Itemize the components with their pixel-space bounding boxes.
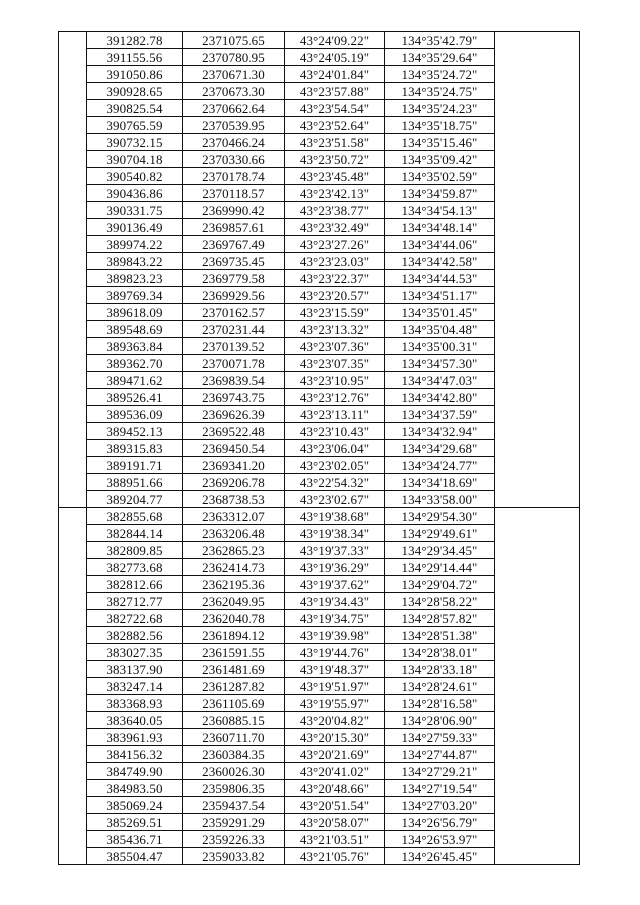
longitude-cell: 134°35'42.79" — [385, 32, 495, 49]
y-coordinate-cell: 2362414.73 — [183, 559, 285, 576]
y-coordinate-cell: 2370539.95 — [183, 117, 285, 134]
latitude-cell: 43°20'15.30" — [285, 729, 385, 746]
longitude-cell: 134°29'14.44" — [385, 559, 495, 576]
latitude-cell: 43°23'42.13" — [285, 185, 385, 202]
latitude-cell: 43°23'13.11" — [285, 406, 385, 423]
y-coordinate-cell: 2369767.49 — [183, 236, 285, 253]
x-coordinate-cell: 389362.70 — [87, 355, 183, 372]
x-coordinate-cell: 383027.35 — [87, 644, 183, 661]
y-coordinate-cell: 2369341.20 — [183, 457, 285, 474]
y-coordinate-cell: 2370662.64 — [183, 100, 285, 117]
latitude-cell: 43°23'02.05" — [285, 457, 385, 474]
longitude-cell: 134°26'56.79" — [385, 814, 495, 831]
x-coordinate-cell: 390825.54 — [87, 100, 183, 117]
y-coordinate-cell: 2370139.52 — [183, 338, 285, 355]
longitude-cell: 134°34'44.06" — [385, 236, 495, 253]
x-coordinate-cell: 389769.34 — [87, 287, 183, 304]
y-coordinate-cell: 2370671.30 — [183, 66, 285, 83]
group-left-cell — [59, 508, 87, 865]
latitude-cell: 43°19'34.75" — [285, 610, 385, 627]
x-coordinate-cell: 390765.59 — [87, 117, 183, 134]
y-coordinate-cell: 2370780.95 — [183, 49, 285, 66]
latitude-cell: 43°19'36.29" — [285, 559, 385, 576]
longitude-cell: 134°28'51.38" — [385, 627, 495, 644]
x-coordinate-cell: 389618.09 — [87, 304, 183, 321]
x-coordinate-cell: 389363.84 — [87, 338, 183, 355]
longitude-cell: 134°34'44.53" — [385, 270, 495, 287]
y-coordinate-cell: 2369735.45 — [183, 253, 285, 270]
x-coordinate-cell: 382773.68 — [87, 559, 183, 576]
latitude-cell: 43°23'23.03" — [285, 253, 385, 270]
longitude-cell: 134°28'24.61" — [385, 678, 495, 695]
y-coordinate-cell: 2369450.54 — [183, 440, 285, 457]
longitude-cell: 134°34'57.30" — [385, 355, 495, 372]
y-coordinate-cell: 2369990.42 — [183, 202, 285, 219]
longitude-cell: 134°35'09.42" — [385, 151, 495, 168]
y-coordinate-cell: 2361105.69 — [183, 695, 285, 712]
x-coordinate-cell: 389823.23 — [87, 270, 183, 287]
longitude-cell: 134°29'34.45" — [385, 542, 495, 559]
longitude-cell: 134°27'29.21" — [385, 763, 495, 780]
x-coordinate-cell: 385269.51 — [87, 814, 183, 831]
longitude-cell: 134°34'51.17" — [385, 287, 495, 304]
x-coordinate-cell: 383137.90 — [87, 661, 183, 678]
longitude-cell: 134°35'15.46" — [385, 134, 495, 151]
latitude-cell: 43°23'27.26" — [285, 236, 385, 253]
latitude-cell: 43°19'39.98" — [285, 627, 385, 644]
y-coordinate-cell: 2368738.53 — [183, 491, 285, 508]
x-coordinate-cell: 383640.05 — [87, 712, 183, 729]
longitude-cell: 134°26'45.45" — [385, 848, 495, 865]
latitude-cell: 43°23'10.95" — [285, 372, 385, 389]
y-coordinate-cell: 2369857.61 — [183, 219, 285, 236]
longitude-cell: 134°27'03.20" — [385, 797, 495, 814]
latitude-cell: 43°23'12.76" — [285, 389, 385, 406]
y-coordinate-cell: 2369929.56 — [183, 287, 285, 304]
y-coordinate-cell: 2359437.54 — [183, 797, 285, 814]
y-coordinate-cell: 2362195.36 — [183, 576, 285, 593]
x-coordinate-cell: 382712.77 — [87, 593, 183, 610]
longitude-cell: 134°28'16.58" — [385, 695, 495, 712]
x-coordinate-cell: 384749.90 — [87, 763, 183, 780]
x-coordinate-cell: 384156.32 — [87, 746, 183, 763]
x-coordinate-cell: 382809.85 — [87, 542, 183, 559]
latitude-cell: 43°19'55.97" — [285, 695, 385, 712]
x-coordinate-cell: 384983.50 — [87, 780, 183, 797]
latitude-cell: 43°20'21.69" — [285, 746, 385, 763]
longitude-cell: 134°35'00.31" — [385, 338, 495, 355]
x-coordinate-cell: 391155.56 — [87, 49, 183, 66]
longitude-cell: 134°28'33.18" — [385, 661, 495, 678]
x-coordinate-cell: 383961.93 — [87, 729, 183, 746]
latitude-cell: 43°23'13.32" — [285, 321, 385, 338]
longitude-cell: 134°34'24.77" — [385, 457, 495, 474]
y-coordinate-cell: 2369839.54 — [183, 372, 285, 389]
x-coordinate-cell: 389843.22 — [87, 253, 183, 270]
y-coordinate-cell: 2359226.33 — [183, 831, 285, 848]
coordinates-table — [58, 31, 580, 865]
latitude-cell: 43°23'32.49" — [285, 219, 385, 236]
latitude-cell: 43°24'09.22" — [285, 32, 385, 49]
latitude-cell: 43°21'03.51" — [285, 831, 385, 848]
latitude-cell: 43°23'51.58" — [285, 134, 385, 151]
latitude-cell: 43°19'38.34" — [285, 525, 385, 542]
y-coordinate-cell: 2370118.57 — [183, 185, 285, 202]
longitude-cell: 134°35'02.59" — [385, 168, 495, 185]
x-coordinate-cell: 389526.41 — [87, 389, 183, 406]
x-coordinate-cell: 390540.82 — [87, 168, 183, 185]
longitude-cell: 134°34'18.69" — [385, 474, 495, 491]
x-coordinate-cell: 389191.71 — [87, 457, 183, 474]
x-coordinate-cell: 389315.83 — [87, 440, 183, 457]
latitude-cell: 43°23'15.59" — [285, 304, 385, 321]
table-row — [59, 508, 580, 525]
x-coordinate-cell: 391282.78 — [87, 32, 183, 49]
table-row — [59, 32, 580, 49]
x-coordinate-cell: 389204.77 — [87, 491, 183, 508]
longitude-cell: 134°35'24.23" — [385, 100, 495, 117]
longitude-cell: 134°35'24.75" — [385, 83, 495, 100]
longitude-cell: 134°29'49.61" — [385, 525, 495, 542]
y-coordinate-cell: 2362049.95 — [183, 593, 285, 610]
latitude-cell: 43°20'58.07" — [285, 814, 385, 831]
y-coordinate-cell: 2362865.23 — [183, 542, 285, 559]
longitude-cell: 134°35'01.45" — [385, 304, 495, 321]
longitude-cell: 134°34'54.13" — [385, 202, 495, 219]
x-coordinate-cell: 382855.68 — [87, 508, 183, 525]
longitude-cell: 134°34'29.68" — [385, 440, 495, 457]
longitude-cell: 134°27'59.33" — [385, 729, 495, 746]
longitude-cell: 134°34'48.14" — [385, 219, 495, 236]
latitude-cell: 43°19'37.62" — [285, 576, 385, 593]
x-coordinate-cell: 390732.15 — [87, 134, 183, 151]
y-coordinate-cell: 2360026.30 — [183, 763, 285, 780]
y-coordinate-cell: 2370466.24 — [183, 134, 285, 151]
y-coordinate-cell: 2370071.78 — [183, 355, 285, 372]
latitude-cell: 43°20'51.54" — [285, 797, 385, 814]
y-coordinate-cell: 2363206.48 — [183, 525, 285, 542]
latitude-cell: 43°23'10.43" — [285, 423, 385, 440]
longitude-cell: 134°29'04.72" — [385, 576, 495, 593]
coordinates-table-body — [59, 32, 580, 865]
y-coordinate-cell: 2359806.35 — [183, 780, 285, 797]
latitude-cell: 43°23'57.88" — [285, 83, 385, 100]
y-coordinate-cell: 2370231.44 — [183, 321, 285, 338]
y-coordinate-cell: 2369779.58 — [183, 270, 285, 287]
y-coordinate-cell: 2369626.39 — [183, 406, 285, 423]
group-right-cell — [495, 32, 580, 508]
x-coordinate-cell: 390928.65 — [87, 83, 183, 100]
latitude-cell: 43°19'44.76" — [285, 644, 385, 661]
longitude-cell: 134°33'58.00" — [385, 491, 495, 508]
y-coordinate-cell: 2360885.15 — [183, 712, 285, 729]
latitude-cell: 43°19'48.37" — [285, 661, 385, 678]
x-coordinate-cell: 385436.71 — [87, 831, 183, 848]
y-coordinate-cell: 2370162.57 — [183, 304, 285, 321]
x-coordinate-cell: 390136.49 — [87, 219, 183, 236]
x-coordinate-cell: 382722.68 — [87, 610, 183, 627]
longitude-cell: 134°34'37.59" — [385, 406, 495, 423]
latitude-cell: 43°23'52.64" — [285, 117, 385, 134]
latitude-cell: 43°19'51.97" — [285, 678, 385, 695]
latitude-cell: 43°23'06.04" — [285, 440, 385, 457]
longitude-cell: 134°34'47.03" — [385, 372, 495, 389]
latitude-cell: 43°19'38.68" — [285, 508, 385, 525]
y-coordinate-cell: 2369743.75 — [183, 389, 285, 406]
latitude-cell: 43°20'04.82" — [285, 712, 385, 729]
latitude-cell: 43°24'05.19" — [285, 49, 385, 66]
x-coordinate-cell: 389548.69 — [87, 321, 183, 338]
x-coordinate-cell: 382844.14 — [87, 525, 183, 542]
y-coordinate-cell: 2369206.78 — [183, 474, 285, 491]
x-coordinate-cell: 382882.56 — [87, 627, 183, 644]
longitude-cell: 134°28'06.90" — [385, 712, 495, 729]
longitude-cell: 134°34'32.94" — [385, 423, 495, 440]
longitude-cell: 134°29'54.30" — [385, 508, 495, 525]
longitude-cell: 134°27'19.54" — [385, 780, 495, 797]
y-coordinate-cell: 2370673.30 — [183, 83, 285, 100]
y-coordinate-cell: 2359291.29 — [183, 814, 285, 831]
latitude-cell: 43°21'05.76" — [285, 848, 385, 865]
longitude-cell: 134°28'38.01" — [385, 644, 495, 661]
latitude-cell: 43°19'34.43" — [285, 593, 385, 610]
y-coordinate-cell: 2361481.69 — [183, 661, 285, 678]
latitude-cell: 43°19'37.33" — [285, 542, 385, 559]
longitude-cell: 134°27'44.87" — [385, 746, 495, 763]
x-coordinate-cell: 385069.24 — [87, 797, 183, 814]
x-coordinate-cell: 388951.66 — [87, 474, 183, 491]
longitude-cell: 134°26'53.97" — [385, 831, 495, 848]
longitude-cell: 134°34'42.80" — [385, 389, 495, 406]
x-coordinate-cell: 385504.47 — [87, 848, 183, 865]
document-page — [58, 31, 580, 865]
x-coordinate-cell: 390704.18 — [87, 151, 183, 168]
latitude-cell: 43°22'54.32" — [285, 474, 385, 491]
x-coordinate-cell: 390331.75 — [87, 202, 183, 219]
y-coordinate-cell: 2360384.35 — [183, 746, 285, 763]
latitude-cell: 43°23'22.37" — [285, 270, 385, 287]
latitude-cell: 43°23'45.48" — [285, 168, 385, 185]
latitude-cell: 43°24'01.84" — [285, 66, 385, 83]
longitude-cell: 134°34'59.87" — [385, 185, 495, 202]
y-coordinate-cell: 2359033.82 — [183, 848, 285, 865]
longitude-cell: 134°35'04.48" — [385, 321, 495, 338]
longitude-cell: 134°35'24.72" — [385, 66, 495, 83]
y-coordinate-cell: 2361287.82 — [183, 678, 285, 695]
latitude-cell: 43°23'38.77" — [285, 202, 385, 219]
y-coordinate-cell: 2363312.07 — [183, 508, 285, 525]
latitude-cell: 43°20'41.02" — [285, 763, 385, 780]
longitude-cell: 134°28'57.82" — [385, 610, 495, 627]
x-coordinate-cell: 383368.93 — [87, 695, 183, 712]
x-coordinate-cell: 391050.86 — [87, 66, 183, 83]
x-coordinate-cell: 389452.13 — [87, 423, 183, 440]
y-coordinate-cell: 2371075.65 — [183, 32, 285, 49]
x-coordinate-cell: 382812.66 — [87, 576, 183, 593]
latitude-cell: 43°23'20.57" — [285, 287, 385, 304]
x-coordinate-cell: 389471.62 — [87, 372, 183, 389]
latitude-cell: 43°23'02.67" — [285, 491, 385, 508]
latitude-cell: 43°23'50.72" — [285, 151, 385, 168]
longitude-cell: 134°28'58.22" — [385, 593, 495, 610]
x-coordinate-cell: 389536.09 — [87, 406, 183, 423]
group-right-cell — [495, 508, 580, 865]
y-coordinate-cell: 2370330.66 — [183, 151, 285, 168]
latitude-cell: 43°23'07.35" — [285, 355, 385, 372]
y-coordinate-cell: 2361591.55 — [183, 644, 285, 661]
longitude-cell: 134°35'18.75" — [385, 117, 495, 134]
x-coordinate-cell: 389974.22 — [87, 236, 183, 253]
longitude-cell: 134°35'29.64" — [385, 49, 495, 66]
group-left-cell — [59, 32, 87, 508]
latitude-cell: 43°20'48.66" — [285, 780, 385, 797]
x-coordinate-cell: 383247.14 — [87, 678, 183, 695]
longitude-cell: 134°34'42.58" — [385, 253, 495, 270]
latitude-cell: 43°23'07.36" — [285, 338, 385, 355]
y-coordinate-cell: 2360711.70 — [183, 729, 285, 746]
y-coordinate-cell: 2362040.78 — [183, 610, 285, 627]
x-coordinate-cell: 390436.86 — [87, 185, 183, 202]
y-coordinate-cell: 2369522.48 — [183, 423, 285, 440]
y-coordinate-cell: 2361894.12 — [183, 627, 285, 644]
y-coordinate-cell: 2370178.74 — [183, 168, 285, 185]
latitude-cell: 43°23'54.54" — [285, 100, 385, 117]
